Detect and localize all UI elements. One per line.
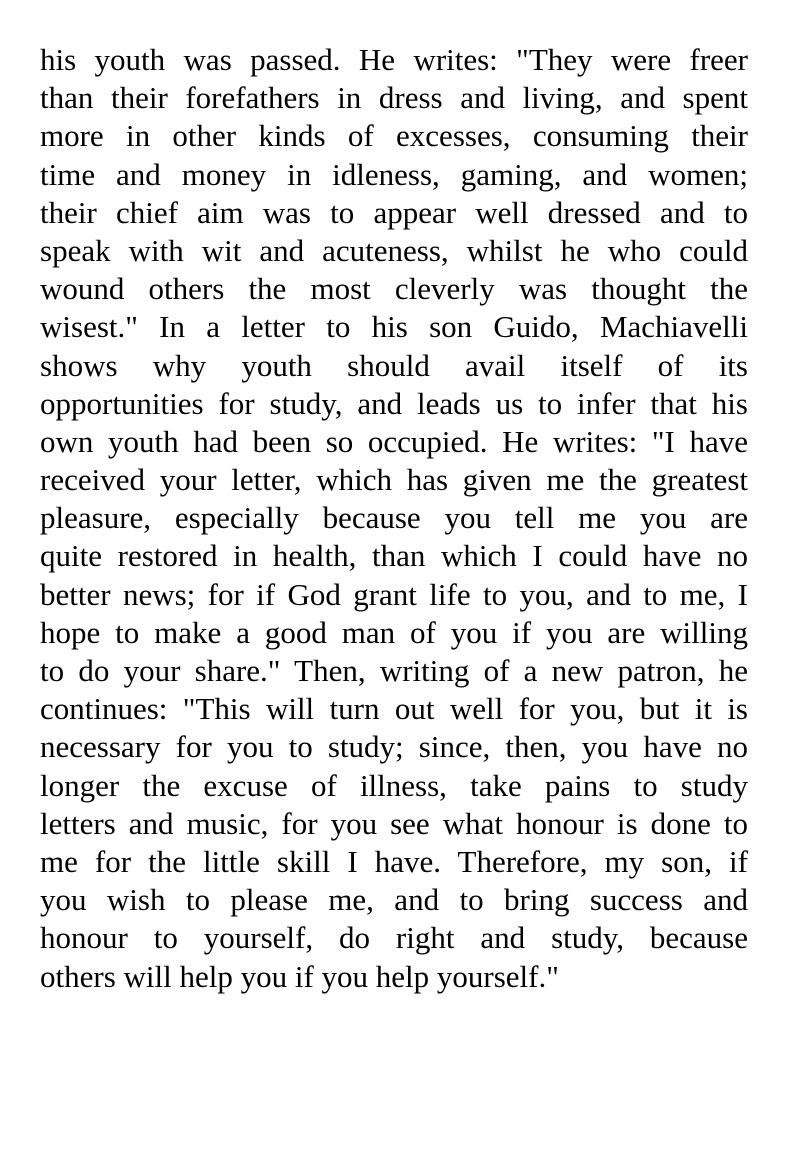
text-line: wisest." In a letter to his son Guido, Machiavelli	[40, 309, 748, 345]
text-line: hope to make a good man of you if you are willing	[40, 614, 748, 650]
text-line: shows why youth should avail itself of its	[40, 347, 748, 383]
text-line: continues: "This will turn out well for you, but it is	[40, 691, 748, 727]
text-line: speak with wit and acuteness, whilst he who could	[40, 232, 748, 268]
text-line: longer the excuse of illness, take pains to study	[40, 767, 748, 803]
text-line: his youth was passed. He writes: "They were freer	[40, 42, 748, 77]
text-line: to do your share." Then, writing of a new patron, he	[40, 653, 748, 688]
text-line: more in other kinds of excesses, consuming their	[40, 118, 748, 154]
text-line: pleasure, especially because you tell me you are	[40, 500, 748, 536]
text-line: wound others the most cleverly was thought the	[40, 271, 748, 307]
text-line: letters and music, for you see what honour is done to	[40, 805, 748, 841]
text-line: necessary for you to study; since, then, you have no	[40, 729, 748, 765]
text-line: own youth had been so occupied. He writes: "I have	[40, 423, 748, 459]
text-line: than their forefathers in dress and living, and spent	[40, 80, 748, 116]
text-line: received your letter, which has given me the greatest	[40, 462, 748, 498]
text-line: quite restored in health, than which I could have no	[40, 538, 748, 574]
text-line: time and money in idleness, gaming, and women;	[40, 156, 748, 192]
text-line: opportunities for study, and leads us to infer that his	[40, 385, 748, 421]
text-line-last: others will help you if you help yourself."	[40, 958, 559, 994]
text-line: better news; for if God grant life to you, and to me, I	[40, 576, 748, 612]
text-page	[40, 41, 748, 996]
text-line: honour to yourself, do right and study, because	[40, 920, 748, 956]
text-line: me for the little skill I have. Therefore, my son, if	[40, 843, 748, 879]
text-line: their chief aim was to appear well dressed and to	[40, 194, 748, 230]
text-line: you wish to please me, and to bring success and	[40, 882, 748, 918]
